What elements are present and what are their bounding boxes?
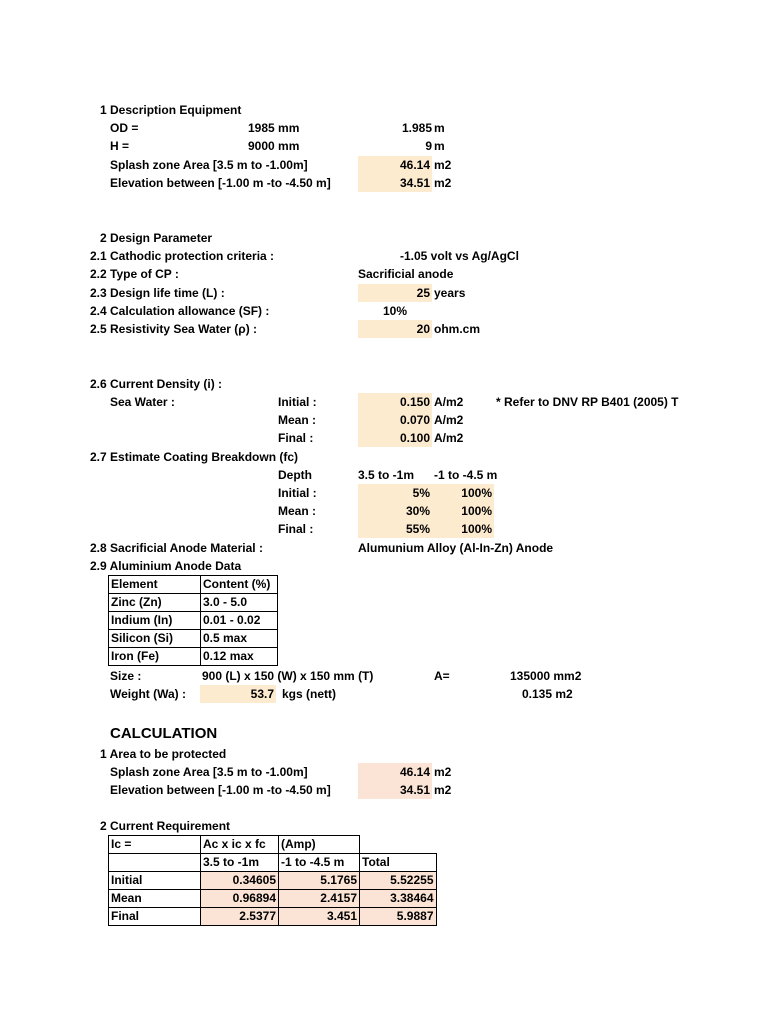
row-label: Mean [109, 890, 201, 908]
fc-initial-v1: 5% [412, 486, 430, 500]
elev-label: Elevation between [-1.00 m -to -4.50 m] [110, 176, 331, 190]
header-col1: 3.5 to -1m [201, 854, 279, 872]
od-m-value: 1.985 [401, 121, 432, 135]
fc-initial-v2: 100% [461, 486, 492, 500]
p21-value: -1.05 volt vs Ag/AgCl [400, 249, 519, 263]
h-m-value: 9 [425, 139, 432, 153]
calc-splash-unit: m2 [434, 765, 452, 779]
empty-cell [109, 854, 201, 872]
p22-value: Sacrificial anode [358, 267, 454, 281]
value-col1: 0.34605 [201, 872, 279, 890]
p21-label: 2.1 Cathodic protection criteria : [90, 249, 275, 263]
table-header-row [109, 576, 278, 594]
calc-splash-label: Splash zone Area [3.5 m to -1.00m] [110, 765, 308, 779]
content-cell: 0.01 - 0.02 [201, 612, 278, 630]
table-row [109, 872, 437, 890]
fc-mean-v1: 30% [405, 504, 430, 518]
section27-title: 2.7 Estimate Coating Breakdown (fc) [90, 450, 299, 464]
row-label: Initial [109, 872, 201, 890]
value-total: 3.38464 [360, 890, 437, 908]
h-label: H = [110, 139, 130, 153]
area-protected-title: 1 Area to be protected [100, 747, 227, 761]
cd-mean-unit: A/m2 [434, 413, 464, 427]
header-col2: -1 to -4.5 m [279, 854, 360, 872]
p23-value: 25 [416, 286, 430, 300]
content-cell: 0.5 max [201, 630, 278, 648]
empty-cell [360, 836, 437, 854]
value-total: 5.52255 [360, 872, 437, 890]
sea-water-label: Sea Water : [110, 395, 175, 409]
content-cell: 0.12 max [201, 648, 278, 666]
area-a-mm2: 135000 mm2 [510, 669, 582, 683]
fc-mean-label: Mean : [278, 504, 317, 518]
section28-value: Alumunium Alloy (Al-In-Zn) Anode [358, 541, 554, 555]
formula-row [109, 836, 437, 854]
p24-label: 2.4 Calculation allowance (SF) : [90, 304, 270, 318]
ic-unit: (Amp) [279, 836, 360, 854]
element-cell: Zinc (Zn) [109, 594, 201, 612]
section2-title: 2 Design Parameter [100, 231, 213, 245]
depth-col1: 3.5 to -1m [358, 468, 415, 482]
current-requirement-title: 2 Current Requirement [100, 819, 231, 833]
p25-value: 20 [416, 322, 430, 336]
od-mm: 1985 mm [248, 121, 300, 135]
table-row [109, 908, 437, 926]
weight-value: 53.7 [250, 687, 274, 701]
depth-col2: -1 to -4.5 m [434, 468, 498, 482]
element-cell: Iron (Fe) [109, 648, 201, 666]
area-a-label: A= [434, 669, 450, 683]
element-cell: Indium (In) [109, 612, 201, 630]
ic-label: Ic = [109, 836, 201, 854]
area-a-m2: 0.135 m2 [522, 687, 573, 701]
section26-title: 2.6 Current Density (i) : [90, 377, 223, 391]
anode-composition-table [108, 575, 278, 666]
value-col1: 2.5377 [201, 908, 279, 926]
value-col2: 5.1765 [279, 872, 360, 890]
cd-final-label: Final : [278, 431, 314, 445]
fc-initial-label: Initial : [278, 486, 317, 500]
ic-formula: Ac x ic x fc [201, 836, 279, 854]
weight-unit: kgs (nett) [282, 687, 336, 701]
section28-label: 2.8 Sacrificial Anode Material : [90, 541, 263, 555]
splash-label: Splash zone Area [3.5 m to -1.00m] [110, 158, 308, 172]
table-header-row [109, 854, 437, 872]
section1-title: 1 Description Equipment [100, 103, 242, 117]
p22-label: 2.2 Type of CP : [90, 267, 179, 281]
weight-label: Weight (Wa) : [110, 687, 186, 701]
header-total: Total [360, 854, 437, 872]
current-requirement-table [108, 835, 437, 926]
splash-value: 46.14 [399, 158, 430, 172]
size-value: 900 (L) x 150 (W) x 150 mm (T) [202, 669, 374, 683]
calc-elev-value: 34.51 [399, 783, 430, 797]
section29-title: 2.9 Aluminium Anode Data [90, 559, 242, 573]
p25-label: 2.5 Resistivity Sea Water (ρ) : [90, 322, 258, 336]
calculation-heading: CALCULATION [110, 725, 218, 742]
elev-value: 34.51 [399, 176, 430, 190]
calc-elev-unit: m2 [434, 783, 452, 797]
header-element: Element [109, 576, 201, 594]
cd-initial-label: Initial : [278, 395, 317, 409]
h-mm: 9000 mm [248, 139, 300, 153]
fc-mean-v2: 100% [461, 504, 492, 518]
splash-unit: m2 [434, 158, 452, 172]
dnv-reference-note: * Refer to DNV RP B401 (2005) T [496, 395, 679, 409]
p23-unit: years [434, 286, 466, 300]
table-row [109, 612, 278, 630]
cd-final-value: 0.100 [399, 431, 430, 445]
p25-unit: ohm.cm [434, 322, 481, 336]
calc-splash-value: 46.14 [399, 765, 430, 779]
size-label: Size : [110, 669, 142, 683]
od-label: OD = [110, 121, 139, 135]
row-label: Final [109, 908, 201, 926]
content-cell: 3.0 - 5.0 [201, 594, 278, 612]
cd-initial-unit: A/m2 [434, 395, 464, 409]
elev-unit: m2 [434, 176, 452, 190]
value-col1: 0.96894 [201, 890, 279, 908]
cd-final-unit: A/m2 [434, 431, 464, 445]
p23-label: 2.3 Design life time (L) : [90, 286, 225, 300]
cd-mean-value: 0.070 [399, 413, 430, 427]
h-m-unit: m [434, 139, 445, 153]
fc-final-v2: 100% [461, 522, 492, 536]
value-col2: 2.4157 [279, 890, 360, 908]
table-row [109, 630, 278, 648]
cd-mean-label: Mean : [278, 413, 317, 427]
fc-final-label: Final : [278, 522, 314, 536]
table-row [109, 648, 278, 666]
table-row [109, 890, 437, 908]
cd-initial-value: 0.150 [399, 395, 430, 409]
p24-value: 10% [382, 304, 408, 318]
header-content: Content (%) [201, 576, 278, 594]
value-total: 5.9887 [360, 908, 437, 926]
calc-elev-label: Elevation between [-1.00 m -to -4.50 m] [110, 783, 331, 797]
value-col2: 3.451 [279, 908, 360, 926]
fc-final-v1: 55% [405, 522, 430, 536]
depth-label: Depth [278, 468, 312, 482]
element-cell: Silicon (Si) [109, 630, 201, 648]
table-row [109, 594, 278, 612]
od-m-unit: m [434, 121, 445, 135]
